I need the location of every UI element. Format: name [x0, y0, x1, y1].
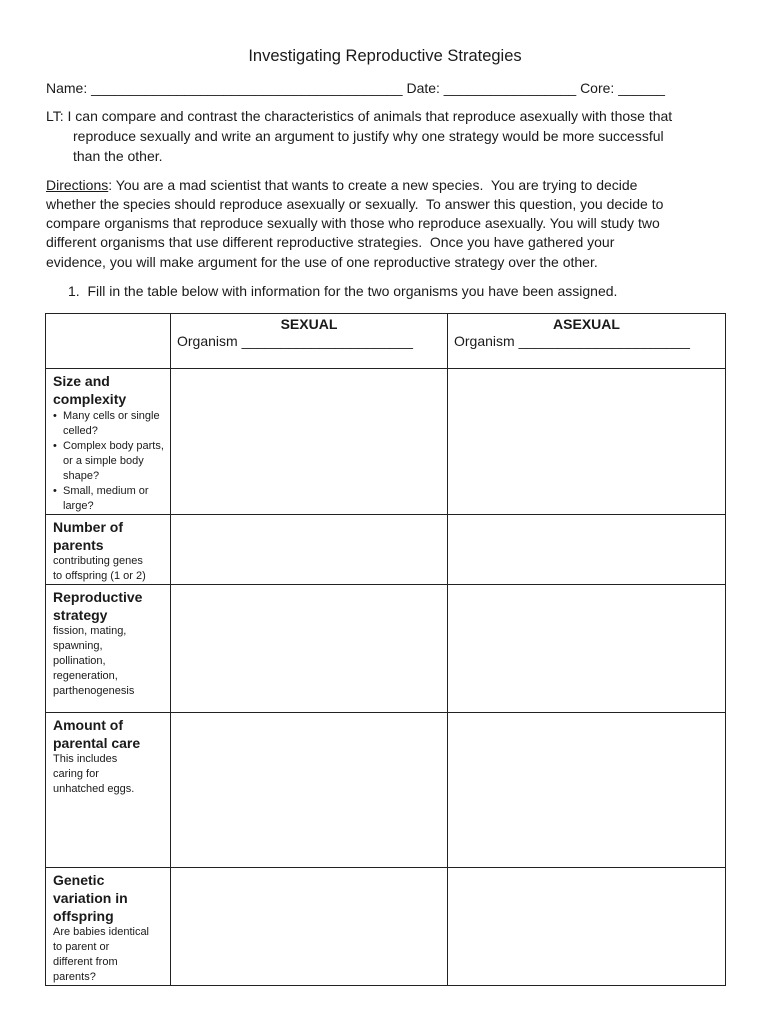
- row-description: This includes: [53, 753, 118, 765]
- row-title: Reproductive: [53, 589, 143, 605]
- table-header-row: [46, 314, 726, 369]
- directions-line-5: evidence, you will make argument for the use of one reproductive strategy over the other.: [46, 254, 598, 270]
- asexual-answer-cell[interactable]: [448, 369, 726, 515]
- directions-label: Directions: [46, 177, 109, 193]
- row-description: parents?: [53, 971, 96, 983]
- name-date-core-line[interactable]: Name: ________________________________________ Date: _________________ Core: ______: [46, 80, 665, 96]
- asexual-answer-cell[interactable]: [448, 585, 726, 713]
- header-sexual: [171, 314, 448, 369]
- directions-line-4: different organisms that use different reproductive strategies. Once you have gathered your: [46, 234, 615, 250]
- directions-text-1: : You are a mad scientist that wants to create a new species. You are trying to decide: [108, 177, 638, 193]
- sexual-answer-cell[interactable]: [171, 713, 448, 868]
- sexual-answer-cell[interactable]: [171, 868, 448, 986]
- asexual-answer-cell[interactable]: [448, 515, 726, 585]
- asexual-answer-cell[interactable]: [448, 868, 726, 986]
- row-title: variation in: [53, 890, 128, 906]
- row-title: strategy: [53, 607, 108, 623]
- table-row-reproductive-strategy: [46, 585, 726, 713]
- row-description: pollination,: [53, 655, 106, 667]
- row-label-genetic-variation: [46, 868, 171, 986]
- row-description: Are babies identical: [53, 926, 150, 938]
- learning-target-line-2: reproduce sexually and write an argument to justify why one strategy would be more successful: [73, 128, 664, 144]
- row-title: parents: [53, 537, 104, 553]
- table-row-genetic-variation: [46, 868, 726, 986]
- row-description: unhatched eggs.: [53, 783, 135, 795]
- row-title: Genetic: [53, 872, 105, 888]
- directions-line-2: whether the species should reproduce asexually or sexually. To answer this question, you decide to: [46, 196, 664, 212]
- table-row-number-of-parents: [46, 515, 726, 585]
- sexual-answer-cell[interactable]: [171, 515, 448, 585]
- row-description: different from: [53, 956, 118, 968]
- row-description: regeneration,: [53, 670, 118, 682]
- row-title: offspring: [53, 908, 114, 924]
- row-description: to offspring (1 or 2): [53, 570, 146, 582]
- row-bullet-list: [53, 409, 170, 514]
- learning-target-line-1: LT: I can compare and contrast the characteristics of animals that reproduce asexually with those that: [46, 108, 673, 124]
- header-asexual: [448, 314, 726, 369]
- row-description: to parent or: [53, 941, 110, 953]
- row-description: caring for: [53, 768, 99, 780]
- row-title: Size and: [53, 373, 110, 389]
- header-empty-cell: [46, 314, 171, 369]
- row-label-size-complexity: [46, 369, 171, 515]
- directions-line-3: compare organisms that reproduce sexually with those who reproduce asexually. You will study two: [46, 215, 660, 231]
- row-description: contributing genes: [53, 555, 143, 567]
- row-label-parental-care: [46, 713, 171, 868]
- sexual-column-title: SEXUAL: [280, 316, 338, 332]
- row-description: spawning,: [53, 640, 103, 652]
- sexual-answer-cell[interactable]: [171, 585, 448, 713]
- list-item: • Small, medium or large?: [53, 484, 170, 514]
- row-title: Number of: [53, 519, 123, 535]
- row-title: Amount of: [53, 717, 123, 733]
- learning-target-line-3: than the other.: [73, 148, 163, 164]
- row-title: parental care: [53, 735, 141, 751]
- row-label-reproductive-strategy: [46, 585, 171, 713]
- asexual-answer-cell[interactable]: [448, 713, 726, 868]
- row-title: complexity: [53, 391, 127, 407]
- row-label-number-of-parents: [46, 515, 171, 585]
- table-row-size-complexity: [46, 369, 726, 515]
- list-item: • Many cells or single celled?: [53, 409, 170, 439]
- asexual-organism-field[interactable]: Organism ______________________: [454, 333, 690, 349]
- list-item: • Complex body parts, or a simple body shape?: [53, 439, 170, 484]
- row-description: fission, mating,: [53, 625, 127, 637]
- row-description: parthenogenesis: [53, 685, 135, 697]
- sexual-answer-cell[interactable]: [171, 369, 448, 515]
- directions-line-1: [46, 177, 637, 193]
- table-row-parental-care: [46, 713, 726, 868]
- asexual-column-title: ASEXUAL: [553, 316, 620, 332]
- sexual-organism-field[interactable]: Organism ______________________: [177, 333, 413, 349]
- comparison-table: [45, 313, 726, 986]
- instruction-item-1: 1. Fill in the table below with information for the two organisms you have been assigned.: [68, 283, 618, 299]
- page-title: Investigating Reproductive Strategies: [248, 47, 522, 65]
